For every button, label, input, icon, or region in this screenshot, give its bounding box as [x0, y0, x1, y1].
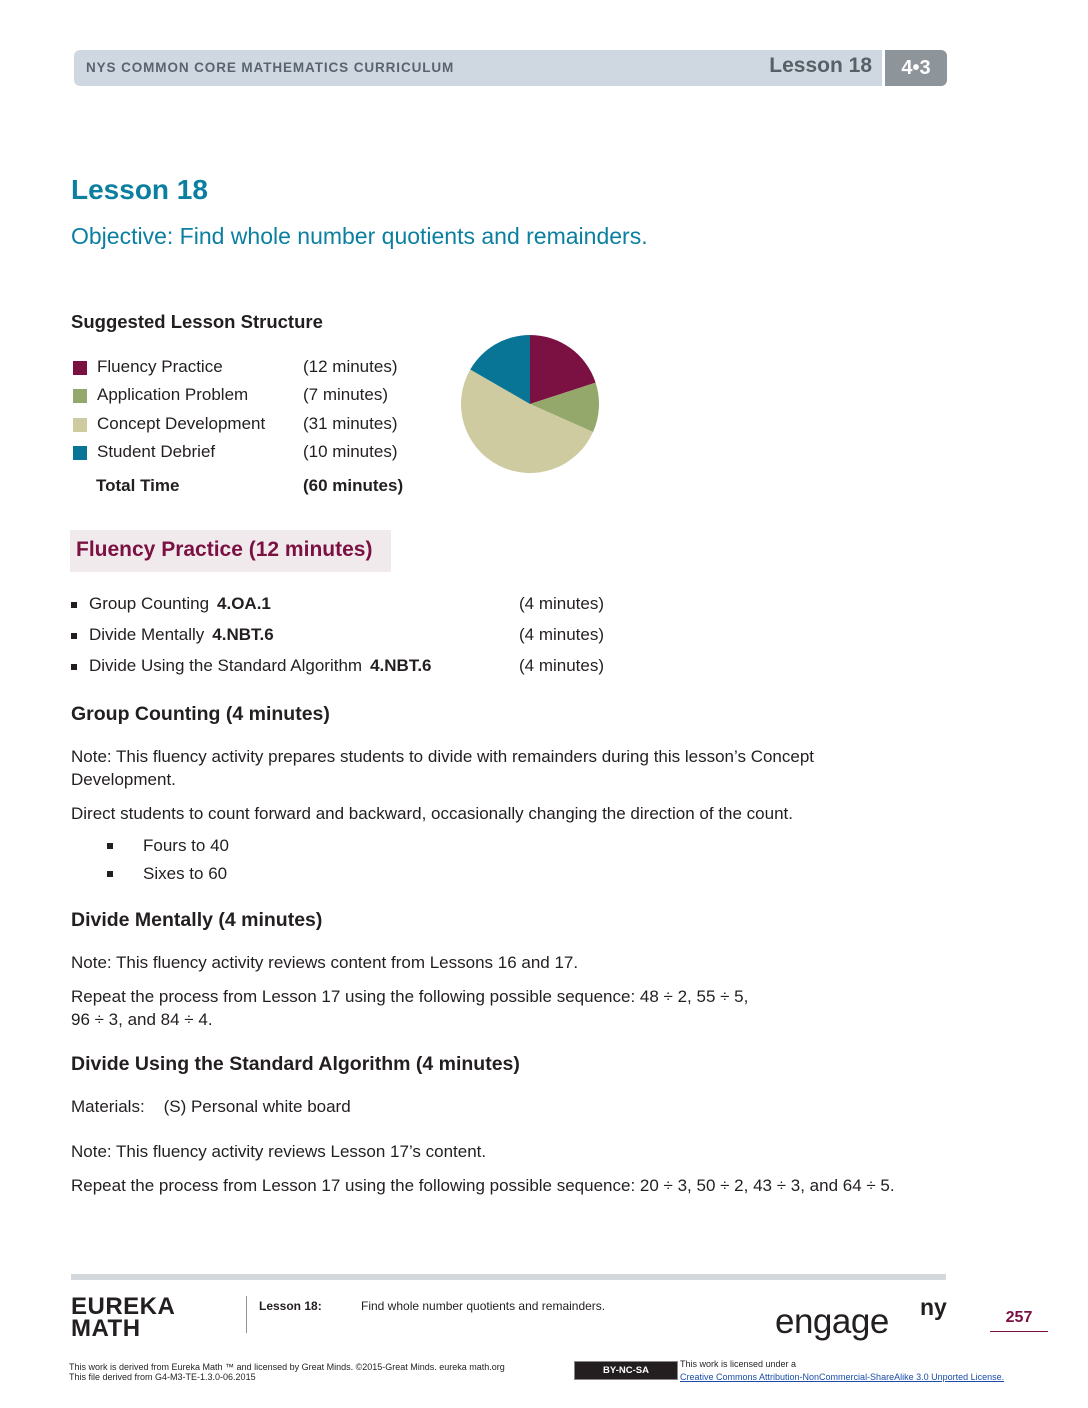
page-number-rule — [990, 1331, 1048, 1332]
total-time-value: (60 minutes) — [303, 476, 404, 495]
fluency-bullet-time: (4 minutes) — [519, 656, 605, 675]
bullet-square-icon — [107, 843, 113, 849]
standard-code: 4.NBT.6 — [212, 625, 274, 644]
license-notice: This work is licensed under a — [680, 1359, 797, 1369]
bullet-square-icon — [71, 633, 77, 639]
page-title: Lesson 18 — [71, 174, 208, 205]
standard-algorithm-repeat: Repeat the process from Lesson 17 using the following possible sequence: 20 ÷ 3, 50 ÷ 2, 43 ÷ 3, and 64 ÷ 5. — [71, 1176, 895, 1195]
curriculum-label: NYS COMMON CORE MATHEMATICS CURRICULUM — [86, 60, 455, 75]
objective: Objective: Find whole number quotients and remainders. — [71, 223, 648, 249]
standard-algorithm-note: Note: This fluency activity reviews Lesson 17’s content. — [71, 1142, 487, 1161]
lesson-structure-pie-chart — [458, 332, 602, 476]
structure-heading: Suggested Lesson Structure — [71, 311, 323, 332]
license-link[interactable]: Creative Commons Attribution-NonCommercial-ShareAlike 3.0 Unported License. — [680, 1372, 1005, 1382]
standard-code: 4.OA.1 — [217, 594, 271, 613]
standard-algorithm-heading: Divide Using the Standard Algorithm (4 minutes) — [71, 1053, 520, 1075]
fluency-bullet-time: (4 minutes) — [519, 625, 605, 644]
fluency-bullet-time: (4 minutes) — [519, 594, 605, 613]
eureka-logo-line2: MATH — [71, 1315, 141, 1342]
structure-item-label: Student Debrief — [97, 442, 216, 461]
structure-item-time: (7 minutes) — [303, 385, 389, 404]
footer-divider — [246, 1296, 247, 1333]
group-counting-note-line1: Note: This fluency activity prepares students to divide with remainders during this lesson’s Concept — [71, 747, 815, 766]
group-counting-note-line2: Development. — [71, 770, 176, 789]
derived-file: This file derived from G4-M3-TE-1.3.0-06.2015 — [69, 1372, 256, 1382]
legend-swatch — [73, 418, 87, 432]
derived-notice: This work is derived from Eureka Math ™ and licensed by Great Minds. ©2015-Great Minds. eureka math.org — [69, 1362, 505, 1372]
structure-item — [73, 414, 433, 436]
page-number: 257 — [1005, 1309, 1033, 1326]
structure-item — [73, 442, 433, 464]
fluency-bullet — [71, 656, 631, 680]
footer-rule — [71, 1274, 946, 1280]
fluency-bullet — [71, 625, 631, 649]
bullet-square-icon — [71, 602, 77, 608]
group-counting-direction: Direct students to count forward and backward, occasionally changing the direction of the count. — [71, 804, 793, 823]
engage-logo-ny: ny — [920, 1294, 947, 1320]
materials-line: Materials: (S) Personal white board — [71, 1097, 351, 1116]
engage-logo-text: engage — [775, 1302, 889, 1341]
count-item — [107, 836, 307, 858]
standard-code: 4.NBT.6 — [370, 656, 432, 675]
count-item-text: Sixes to 60 — [143, 864, 228, 883]
footer-objective: Find whole number quotients and remainders. — [361, 1299, 606, 1313]
structure-item — [73, 385, 433, 407]
eureka-logo-line1: EUREKA — [71, 1293, 176, 1320]
fluency-bullet-text: Divide Using the Standard Algorithm — [89, 656, 363, 675]
cc-license-badge[interactable]: BY-NC-SA — [574, 1361, 678, 1380]
structure-item-time: (10 minutes) — [303, 442, 398, 461]
divide-mentally-repeat-line1: Repeat the process from Lesson 17 using the following possible sequence: 48 ÷ 2, 55 ÷ 5, — [71, 987, 749, 1006]
legend-swatch — [73, 446, 87, 460]
total-time-label: Total Time — [96, 476, 180, 495]
footer-lesson: Lesson 18: — [259, 1299, 322, 1313]
divide-mentally-note: Note: This fluency activity reviews content from Lessons 16 and 17. — [71, 953, 579, 972]
fluency-bullet — [71, 594, 631, 618]
divide-mentally-repeat-line2: 96 ÷ 3, and 84 ÷ 4. — [71, 1010, 213, 1029]
structure-item-label: Application Problem — [97, 385, 249, 404]
structure-item-time: (31 minutes) — [303, 414, 398, 433]
count-item-text: Fours to 40 — [143, 836, 229, 855]
structure-item-label: Concept Development — [97, 414, 266, 433]
count-item — [107, 864, 307, 886]
fluency-bullet-text: Group Counting — [89, 594, 210, 613]
fluency-heading: Fluency Practice (12 minutes) — [76, 538, 373, 561]
structure-item — [73, 357, 433, 379]
module-tag: 4•3 — [885, 50, 947, 86]
legend-swatch — [73, 389, 87, 403]
bullet-square-icon — [107, 871, 113, 877]
bullet-square-icon — [71, 664, 77, 670]
divide-mentally-heading: Divide Mentally (4 minutes) — [71, 909, 323, 931]
structure-item-time: (12 minutes) — [303, 357, 398, 376]
legend-swatch — [73, 361, 87, 375]
fluency-bullet-text: Divide Mentally — [89, 625, 205, 644]
structure-item-label: Fluency Practice — [97, 357, 223, 376]
group-counting-heading: Group Counting (4 minutes) — [71, 703, 330, 725]
header-lesson-label: Lesson 18 — [769, 54, 872, 77]
